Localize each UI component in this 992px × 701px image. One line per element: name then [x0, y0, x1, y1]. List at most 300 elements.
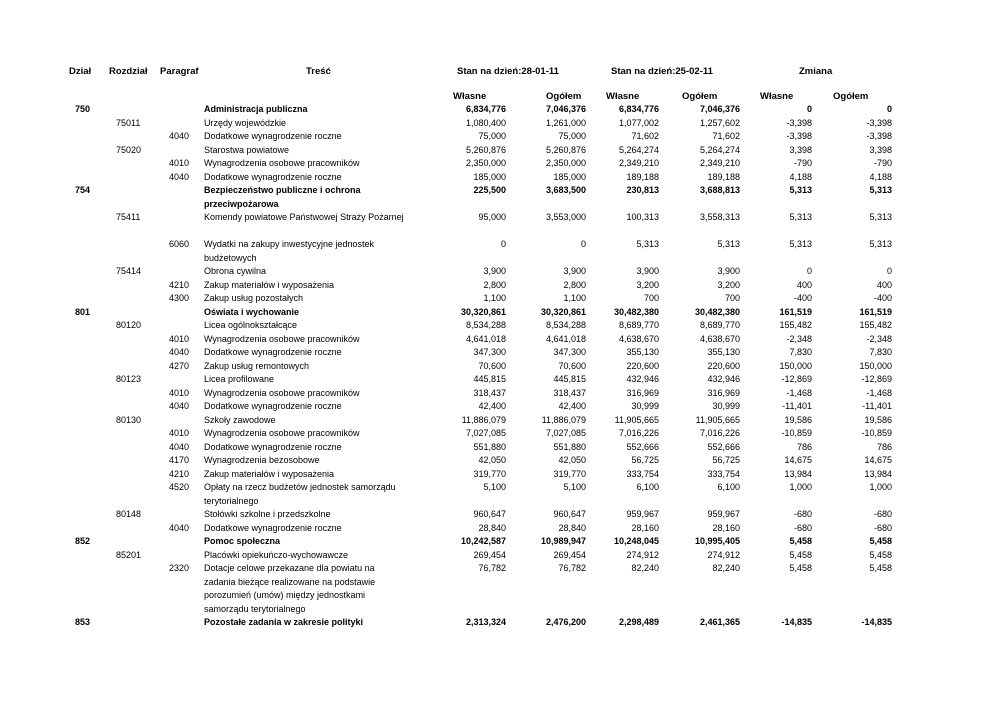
cell-zmiana-ogolem: -10,859	[861, 428, 892, 438]
cell-zmiana-ogolem: 4,188	[869, 171, 892, 182]
cell-zmiana-wlasne: 13,984	[784, 468, 812, 479]
cell-tresc: Dodatkowe wynagrodzenie roczne	[204, 347, 342, 357]
cell-dzial: 801	[75, 306, 91, 317]
table-row	[0, 481, 992, 508]
cell-ogolem-1: 960,647	[553, 509, 586, 519]
cell-wlasne-1: 2,350,000	[465, 158, 506, 168]
cell-tresc: Licea profilowane	[204, 374, 275, 384]
table-row	[0, 238, 992, 265]
cell-wlasne-1: 4,641,018	[465, 333, 506, 344]
cell-wlasne-2: 2,298,489	[618, 617, 659, 627]
cell-tresc: Bezpieczeństwo publiczne i ochrona przeciwpożarowa	[204, 185, 361, 209]
cell-zmiana-wlasne: 400	[796, 279, 812, 290]
table-row	[0, 103, 992, 117]
table-row	[0, 535, 992, 549]
cell-ogolem-2: 71,602	[712, 131, 740, 141]
cell-zmiana-ogolem: 5,313	[869, 239, 892, 249]
table-row	[0, 130, 992, 144]
cell-zmiana-wlasne: -12,869	[781, 374, 812, 384]
cell-ogolem-2: 8,689,770	[699, 320, 740, 330]
cell-zmiana-wlasne: -11,401	[782, 401, 812, 411]
cell-paragraf: 4040	[169, 522, 190, 533]
cell-zmiana-wlasne: 5,313	[789, 185, 812, 195]
cell-ogolem-1: 551,880	[553, 441, 586, 452]
cell-wlasne-1: 1,100	[483, 293, 506, 303]
cell-tresc: Wynagrodzenia osobowe pracowników	[204, 333, 360, 344]
cell-zmiana-wlasne: 5,313	[789, 212, 812, 222]
cell-wlasne-1: 551,880	[473, 441, 506, 452]
cell-wlasne-2: 552,666	[626, 441, 659, 452]
cell-paragraf: 4010	[169, 428, 190, 438]
cell-ogolem-1: 3,900	[563, 266, 586, 276]
cell-wlasne-1: 95,000	[478, 212, 506, 222]
table-row	[0, 441, 992, 455]
cell-ogolem-2: 5,313	[717, 239, 740, 249]
cell-zmiana-wlasne: 150,000	[779, 360, 812, 371]
cell-wlasne-1: 30,320,861	[460, 306, 506, 317]
header-ogolem-1: Ogółem	[546, 91, 582, 102]
cell-wlasne-2: 82,240	[631, 563, 659, 573]
cell-zmiana-ogolem: 5,458	[869, 549, 892, 560]
cell-dzial: 750	[75, 104, 91, 114]
cell-ogolem-1: 1,261,000	[545, 117, 586, 128]
cell-wlasne-1: 319,770	[473, 468, 506, 479]
cell-zmiana-ogolem: -680	[873, 522, 892, 533]
cell-zmiana-ogolem: 0	[886, 104, 892, 114]
table-row	[0, 319, 992, 333]
cell-tresc: Opłaty na rzecz budżetów jednostek samorządu terytorialnego	[204, 482, 396, 506]
cell-ogolem-2: 82,240	[712, 563, 740, 573]
cell-wlasne-1: 3,900	[483, 266, 506, 276]
cell-tresc: Dodatkowe wynagrodzenie roczne	[204, 171, 342, 182]
cell-wlasne-1: 5,100	[483, 482, 506, 492]
cell-zmiana-wlasne: -790	[793, 158, 812, 168]
cell-ogolem-1: 8,534,288	[545, 320, 586, 330]
cell-ogolem-1: 2,350,000	[545, 158, 586, 168]
cell-wlasne-1: 185,000	[473, 171, 506, 182]
cell-ogolem-2: 3,558,313	[699, 212, 740, 222]
cell-ogolem-1: 0	[580, 239, 586, 249]
cell-tresc: Placówki opiekuńczo-wychowawcze	[204, 549, 349, 560]
cell-zmiana-wlasne: 4,188	[789, 171, 812, 182]
table-row	[0, 400, 992, 414]
cell-zmiana-wlasne: -10,859	[781, 428, 812, 438]
table-row	[0, 508, 992, 522]
table-row	[0, 144, 992, 158]
cell-zmiana-ogolem: -680	[873, 509, 892, 519]
cell-ogolem-1: 5,260,876	[545, 144, 586, 155]
cell-zmiana-wlasne: 19,586	[784, 414, 812, 425]
cell-tresc: Dodatkowe wynagrodzenie roczne	[204, 131, 342, 141]
cell-wlasne-1: 960,647	[473, 509, 506, 519]
cell-wlasne-1: 2,800	[483, 279, 506, 290]
cell-tresc: Wynagrodzenia osobowe pracowników	[204, 428, 360, 438]
cell-zmiana-ogolem: 5,458	[869, 536, 892, 546]
cell-rozdzial: 75414	[116, 266, 142, 276]
header-dzial: Dział	[69, 66, 92, 77]
header-rozdzial: Rozdział	[109, 66, 148, 77]
cell-ogolem-1: 1,100	[563, 293, 586, 303]
cell-dzial: 853	[75, 617, 91, 627]
header-wlasne-1: Własne	[453, 91, 487, 102]
header-group-1: Stan na dzień:28-01-11	[457, 66, 559, 77]
cell-dzial: 852	[75, 536, 91, 546]
cell-zmiana-wlasne: -400	[793, 293, 812, 303]
cell-tresc: Oświata i wychowanie	[204, 306, 300, 317]
cell-zmiana-ogolem: 7,830	[869, 347, 892, 357]
cell-zmiana-ogolem: 5,313	[869, 185, 892, 195]
cell-wlasne-2: 5,313	[636, 239, 659, 249]
cell-tresc: Dodatkowe wynagrodzenie roczne	[204, 441, 342, 452]
cell-tresc: Wynagrodzenia osobowe pracowników	[204, 158, 360, 168]
cell-wlasne-1: 269,454	[473, 549, 506, 560]
cell-ogolem-2: 56,725	[712, 455, 740, 465]
cell-zmiana-wlasne: 5,313	[789, 239, 812, 249]
cell-ogolem-2: 4,638,670	[699, 333, 740, 344]
cell-zmiana-wlasne: -1,468	[786, 387, 812, 398]
cell-zmiana-ogolem: 786	[876, 441, 892, 452]
cell-wlasne-1: 75,000	[478, 131, 506, 141]
cell-wlasne-2: 6,100	[636, 482, 659, 492]
cell-wlasne-1: 318,437	[473, 387, 506, 398]
cell-paragraf: 4270	[169, 360, 190, 371]
cell-paragraf: 6060	[169, 239, 190, 249]
cell-ogolem-1: 42,400	[558, 401, 586, 411]
cell-ogolem-1: 3,683,500	[545, 185, 586, 195]
cell-paragraf: 4040	[169, 441, 190, 452]
cell-ogolem-1: 30,320,861	[540, 306, 586, 317]
cell-ogolem-2: 7,046,376	[699, 104, 740, 114]
cell-zmiana-ogolem: -14,835	[861, 617, 892, 627]
header-paragraf: Paragraf	[160, 66, 199, 77]
cell-zmiana-wlasne: -3,398	[786, 117, 812, 128]
cell-ogolem-1: 7,046,376	[545, 104, 586, 114]
cell-ogolem-2: 552,666	[707, 441, 740, 452]
cell-wlasne-2: 316,969	[626, 387, 659, 398]
cell-wlasne-2: 28,160	[631, 522, 659, 533]
table-row	[0, 211, 992, 238]
table-row	[0, 171, 992, 185]
cell-zmiana-wlasne: -680	[793, 522, 812, 533]
cell-wlasne-2: 30,999	[631, 401, 659, 411]
cell-ogolem-1: 319,770	[553, 468, 586, 479]
cell-wlasne-1: 6,834,776	[465, 104, 506, 114]
cell-wlasne-2: 8,689,770	[618, 320, 659, 330]
table-row	[0, 157, 992, 171]
cell-wlasne-2: 1,077,002	[618, 117, 659, 128]
cell-zmiana-ogolem: 150,000	[859, 360, 892, 371]
cell-tresc: Pomoc społeczna	[204, 536, 281, 546]
cell-zmiana-ogolem: 161,519	[859, 306, 892, 317]
cell-wlasne-2: 355,130	[626, 347, 659, 357]
cell-ogolem-1: 2,476,200	[545, 617, 586, 627]
cell-rozdzial: 75011	[116, 117, 141, 128]
cell-paragraf: 4520	[169, 482, 190, 492]
cell-wlasne-1: 445,815	[473, 374, 506, 384]
header-tresc: Treść	[306, 66, 331, 77]
header-wlasne-3: Własne	[760, 91, 794, 102]
cell-zmiana-wlasne: -680	[793, 509, 812, 519]
cell-ogolem-1: 3,553,000	[545, 212, 586, 222]
cell-ogolem-2: 959,967	[707, 509, 740, 519]
cell-zmiana-ogolem: -11,401	[862, 401, 892, 411]
cell-wlasne-2: 30,482,380	[613, 306, 659, 317]
table-row	[0, 306, 992, 320]
cell-ogolem-1: 445,815	[553, 374, 586, 384]
cell-ogolem-2: 2,461,365	[699, 617, 740, 627]
cell-zmiana-wlasne: 3,398	[789, 144, 812, 155]
cell-wlasne-1: 5,260,876	[465, 144, 506, 155]
cell-wlasne-2: 189,188	[626, 171, 659, 182]
cell-ogolem-2: 1,257,602	[699, 117, 740, 128]
cell-paragraf: 4010	[169, 333, 190, 344]
cell-zmiana-wlasne: 7,830	[789, 347, 812, 357]
cell-rozdzial: 85201	[116, 549, 142, 560]
cell-zmiana-ogolem: 0	[886, 266, 892, 276]
cell-paragraf: 2320	[169, 563, 190, 573]
cell-paragraf: 4040	[169, 347, 190, 357]
cell-wlasne-2: 700	[643, 293, 659, 303]
cell-wlasne-1: 0	[500, 239, 506, 249]
cell-paragraf: 4010	[169, 158, 190, 168]
cell-ogolem-1: 269,454	[553, 549, 586, 560]
cell-zmiana-wlasne: 5,458	[789, 549, 812, 560]
cell-ogolem-2: 355,130	[707, 347, 740, 357]
cell-ogolem-2: 333,754	[707, 468, 740, 479]
table-row	[0, 279, 992, 293]
cell-ogolem-1: 185,000	[553, 171, 586, 182]
cell-wlasne-1: 8,534,288	[465, 320, 506, 330]
cell-ogolem-2: 3,900	[717, 266, 740, 276]
cell-zmiana-ogolem: -3,398	[866, 131, 892, 141]
cell-paragraf: 4040	[169, 131, 190, 141]
cell-wlasne-1: 10,242,587	[460, 536, 506, 546]
table-row	[0, 292, 992, 306]
cell-ogolem-1: 5,100	[563, 482, 586, 492]
cell-ogolem-2: 220,600	[707, 360, 740, 371]
cell-tresc: Licea ogólnokształcące	[204, 320, 298, 330]
cell-zmiana-ogolem: 13,984	[864, 468, 892, 479]
table-row	[0, 427, 992, 441]
header-group-3: Zmiana	[799, 66, 833, 77]
cell-tresc: Dotacje celowe przekazane dla powiatu na zadania bieżące realizowane na podstawie porozumień (umów) między jednostkami samorządu terytorialnego	[204, 563, 376, 614]
cell-zmiana-ogolem: 155,482	[859, 320, 892, 330]
cell-ogolem-2: 700	[724, 293, 740, 303]
cell-wlasne-2: 56,725	[631, 455, 659, 465]
cell-ogolem-2: 5,264,274	[699, 144, 740, 155]
cell-wlasne-1: 7,027,085	[465, 428, 506, 438]
cell-wlasne-1: 2,313,324	[465, 617, 506, 627]
cell-rozdzial: 75020	[116, 144, 142, 155]
cell-tresc: Wydatki na zakupy inwestycyjne jednostek budżetowych	[204, 239, 375, 263]
cell-wlasne-2: 11,905,665	[614, 414, 659, 425]
cell-wlasne-1: 42,400	[478, 401, 506, 411]
cell-tresc: Komendy powiatowe Państwowej Straży Pożarnej	[204, 212, 404, 222]
cell-ogolem-2: 6,100	[717, 482, 740, 492]
table-row	[0, 468, 992, 482]
cell-tresc: Szkoły zawodowe	[204, 414, 276, 425]
table-row	[0, 414, 992, 428]
cell-ogolem-1: 75,000	[558, 131, 586, 141]
cell-wlasne-1: 76,782	[478, 563, 506, 573]
table-row	[0, 360, 992, 374]
table-row	[0, 184, 992, 211]
table-row	[0, 346, 992, 360]
cell-tresc: Pozostałe zadania w zakresie polityki	[204, 617, 364, 627]
cell-zmiana-wlasne: -2,348	[786, 333, 812, 344]
cell-tresc: Wynagrodzenia osobowe pracowników	[204, 387, 360, 398]
cell-ogolem-2: 189,188	[707, 171, 740, 182]
cell-wlasne-2: 10,248,045	[613, 536, 659, 546]
cell-zmiana-ogolem: 14,675	[864, 455, 892, 465]
table-row	[0, 265, 992, 279]
cell-ogolem-1: 76,782	[558, 563, 586, 573]
cell-zmiana-ogolem: -1,468	[866, 387, 892, 398]
cell-ogolem-1: 70,600	[558, 360, 586, 371]
cell-zmiana-ogolem: 5,313	[869, 212, 892, 222]
cell-wlasne-1: 347,300	[473, 347, 506, 357]
cell-paragraf: 4040	[169, 171, 190, 182]
cell-paragraf: 4210	[169, 279, 190, 290]
cell-rozdzial: 80148	[116, 509, 142, 519]
table-row	[0, 522, 992, 536]
cell-zmiana-ogolem: 19,586	[864, 414, 892, 425]
cell-wlasne-2: 3,200	[636, 279, 659, 290]
cell-tresc: Zakup usług remontowych	[204, 360, 310, 371]
table-row	[0, 333, 992, 347]
cell-zmiana-wlasne: 155,482	[779, 320, 812, 330]
cell-wlasne-2: 220,600	[626, 360, 659, 371]
cell-wlasne-2: 274,912	[626, 549, 659, 560]
cell-ogolem-2: 3,200	[717, 279, 740, 290]
header-ogolem-3: Ogółem	[833, 91, 869, 102]
cell-ogolem-1: 42,050	[558, 455, 586, 465]
cell-zmiana-ogolem: 1,000	[869, 482, 892, 492]
cell-rozdzial: 80123	[116, 374, 142, 384]
table-row	[0, 387, 992, 401]
cell-zmiana-wlasne: 786	[796, 441, 812, 452]
cell-ogolem-1: 2,800	[563, 279, 586, 290]
cell-zmiana-ogolem: 400	[876, 279, 892, 290]
cell-zmiana-wlasne: 5,458	[789, 536, 812, 546]
cell-wlasne-2: 5,264,274	[618, 144, 659, 155]
table-row	[0, 117, 992, 131]
cell-tresc: Starostwa powiatowe	[204, 144, 290, 155]
header-group-2: Stan na dzień:25-02-11	[611, 66, 713, 77]
cell-wlasne-1: 70,600	[478, 360, 506, 371]
cell-wlasne-2: 432,946	[626, 374, 659, 384]
cell-wlasne-2: 959,967	[626, 509, 659, 519]
cell-dzial: 754	[75, 185, 91, 195]
cell-paragraf: 4040	[169, 401, 190, 411]
table-row	[0, 549, 992, 563]
cell-wlasne-2: 7,016,226	[618, 428, 659, 438]
cell-ogolem-1: 7,027,085	[545, 428, 586, 438]
cell-zmiana-wlasne: 161,519	[779, 306, 812, 317]
cell-rozdzial: 80120	[116, 320, 142, 330]
cell-tresc: Administracja publiczna	[204, 104, 308, 114]
cell-tresc: Zakup usług pozostałych	[204, 293, 304, 303]
cell-zmiana-ogolem: -400	[873, 293, 892, 303]
cell-wlasne-1: 42,050	[478, 455, 506, 465]
header-ogolem-2: Ogółem	[682, 91, 718, 102]
cell-zmiana-ogolem: -3,398	[866, 117, 892, 128]
cell-ogolem-2: 10,995,405	[694, 536, 740, 546]
cell-wlasne-2: 3,900	[636, 266, 659, 276]
cell-zmiana-ogolem: -790	[873, 158, 892, 168]
cell-ogolem-1: 318,437	[553, 387, 586, 398]
table-row	[0, 562, 992, 616]
cell-wlasne-2: 4,638,670	[618, 333, 659, 344]
cell-ogolem-1: 347,300	[553, 347, 586, 357]
cell-ogolem-2: 432,946	[707, 374, 740, 384]
cell-ogolem-2: 28,160	[712, 522, 740, 533]
cell-zmiana-wlasne: -14,835	[781, 617, 812, 627]
cell-wlasne-2: 2,349,210	[618, 158, 659, 168]
cell-ogolem-2: 2,349,210	[699, 158, 740, 168]
cell-wlasne-2: 71,602	[631, 131, 659, 141]
cell-ogolem-2: 30,482,380	[694, 306, 740, 317]
table-row	[0, 616, 992, 630]
cell-tresc: Dodatkowe wynagrodzenie roczne	[204, 401, 342, 411]
cell-zmiana-wlasne: 14,675	[784, 455, 812, 465]
cell-rozdzial: 75411	[116, 212, 141, 222]
cell-ogolem-1: 11,886,079	[541, 414, 586, 425]
table-row	[0, 454, 992, 468]
cell-zmiana-wlasne: 5,458	[789, 563, 812, 573]
cell-wlasne-1: 11,886,079	[461, 414, 506, 425]
cell-paragraf: 4010	[169, 387, 190, 398]
cell-tresc: Obrona cywilna	[204, 266, 267, 276]
cell-paragraf: 4170	[169, 455, 190, 465]
cell-tresc: Stołówki szkolne i przedszkolne	[204, 509, 331, 519]
cell-wlasne-1: 225,500	[473, 185, 506, 195]
cell-ogolem-1: 10,989,947	[540, 536, 586, 546]
cell-ogolem-2: 316,969	[707, 387, 740, 398]
cell-tresc: Wynagrodzenia bezosobowe	[204, 455, 320, 465]
cell-ogolem-1: 4,641,018	[545, 333, 586, 344]
cell-tresc: Zakup materiałów i wyposażenia	[204, 279, 335, 290]
header-wlasne-2: Własne	[606, 91, 640, 102]
cell-paragraf: 4300	[169, 293, 190, 303]
cell-wlasne-2: 6,834,776	[618, 104, 659, 114]
cell-zmiana-ogolem: 5,458	[869, 563, 892, 573]
cell-zmiana-wlasne: 0	[806, 266, 812, 276]
cell-zmiana-wlasne: -3,398	[786, 131, 812, 141]
cell-ogolem-2: 274,912	[707, 549, 740, 560]
cell-zmiana-wlasne: 0	[806, 104, 812, 114]
cell-ogolem-2: 11,905,665	[695, 414, 740, 425]
cell-tresc: Zakup materiałów i wyposażenia	[204, 468, 335, 479]
cell-wlasne-1: 1,080,400	[465, 117, 506, 128]
cell-tresc: Urzędy wojewódzkie	[204, 117, 287, 128]
cell-paragraf: 4210	[169, 468, 190, 479]
cell-wlasne-2: 333,754	[626, 468, 659, 479]
cell-wlasne-1: 28,840	[478, 522, 506, 533]
cell-zmiana-ogolem: -12,869	[861, 374, 892, 384]
table-row	[0, 373, 992, 387]
cell-zmiana-ogolem: 3,398	[869, 144, 892, 155]
cell-ogolem-2: 7,016,226	[699, 428, 740, 438]
cell-wlasne-2: 230,813	[626, 185, 659, 195]
budget-table-body	[0, 103, 992, 630]
cell-tresc: Dodatkowe wynagrodzenie roczne	[204, 522, 342, 533]
cell-zmiana-ogolem: -2,348	[866, 333, 892, 344]
cell-wlasne-2: 100,313	[626, 212, 659, 222]
cell-ogolem-2: 30,999	[712, 401, 740, 411]
cell-rozdzial: 80130	[116, 414, 142, 425]
cell-zmiana-wlasne: 1,000	[789, 482, 812, 492]
